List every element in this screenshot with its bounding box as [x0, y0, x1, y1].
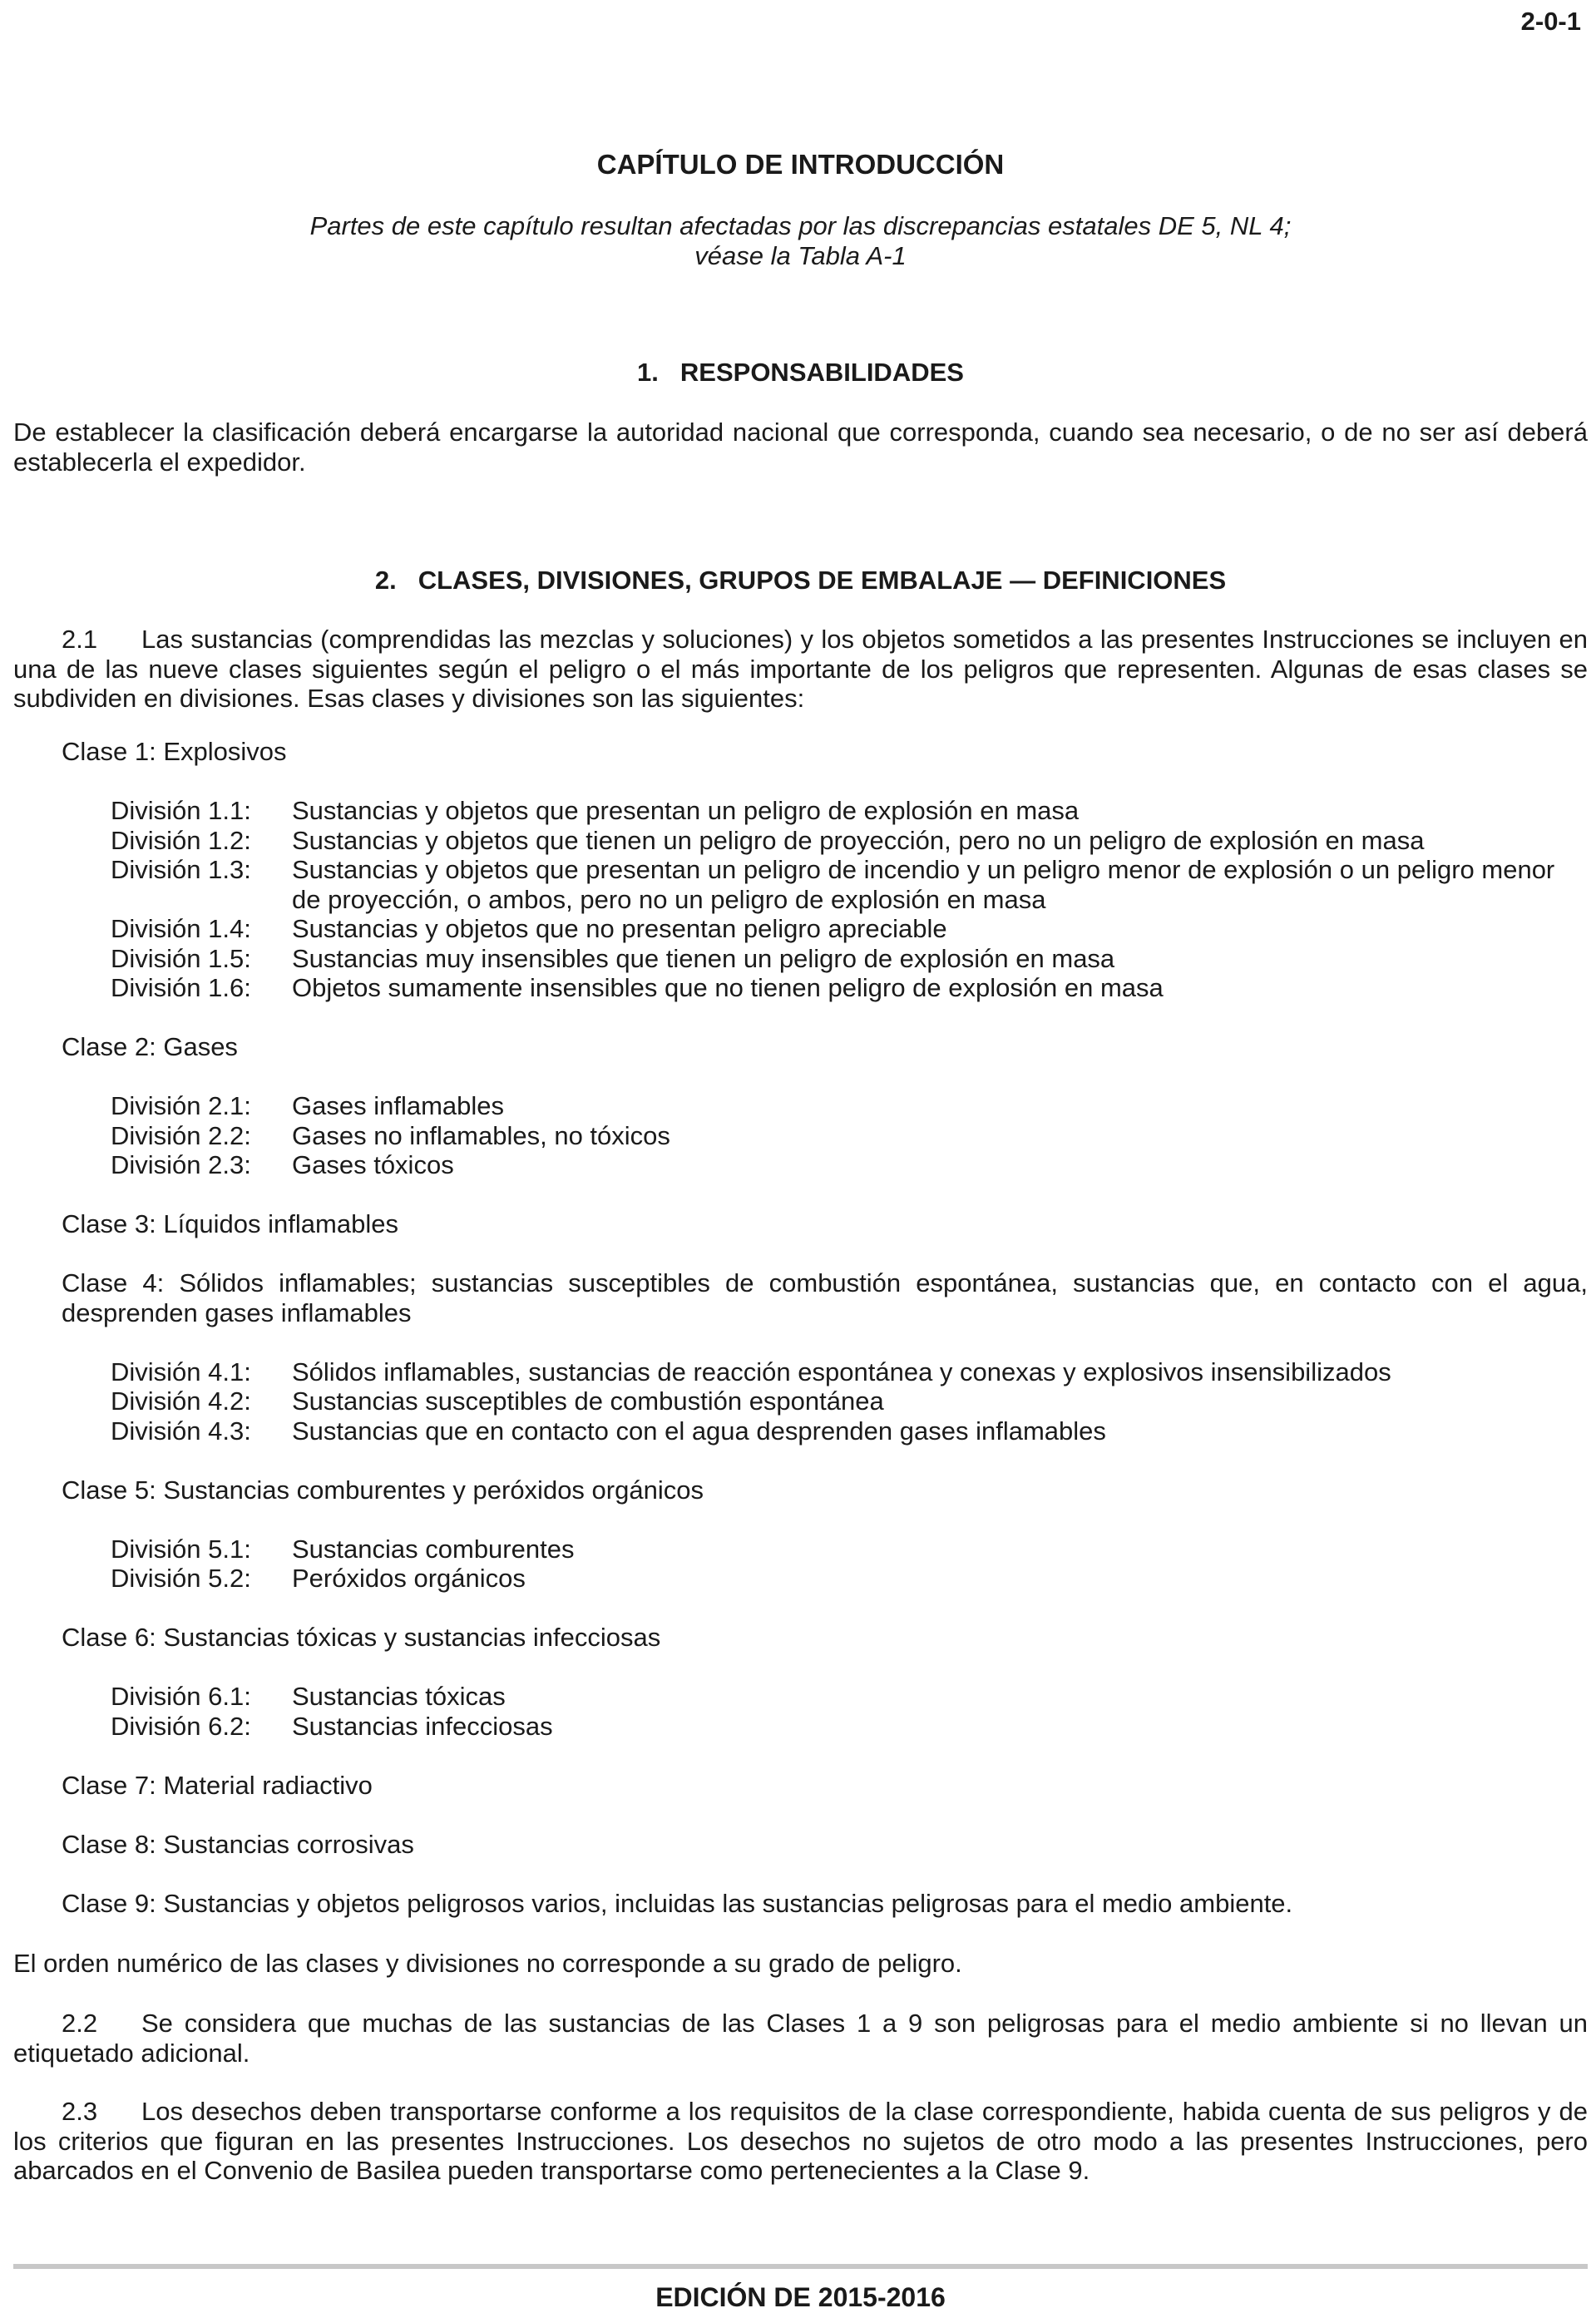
division-description: Sustancias y objetos que presentan un peligro de incendio y un peligro menor de explosión o un peligro menor de proyección, o ambos, pero no un peligro de explosión en masa: [292, 855, 1555, 914]
division-label: División 1.5:: [111, 943, 251, 973]
discrepancy-note: [13, 211, 1588, 270]
section-2-heading: [13, 566, 1588, 596]
paragraph-2-1-number: 2.1: [62, 625, 98, 654]
division-label: División 4.1:: [111, 1357, 251, 1386]
division-description: Sólidos inflamables, sustancias de reacción espontánea y conexas y explosivos insensibilizados: [292, 1357, 1391, 1386]
section-1-body: De establecer la clasificación deberá encargarse la autoridad nacional que corresponda, cuando sea necesario, o de no ser así deberá establecerla el expedidor.: [13, 418, 1588, 477]
division-row: [111, 1535, 1588, 1564]
discrepancy-note-line-1: Partes de este capítulo resultan afectadas por las discrepancias estatales DE 5, NL 4;: [309, 211, 1292, 240]
hazard-class-2-divisions: [13, 1091, 1588, 1180]
division-description: Peróxidos orgánicos: [292, 1564, 526, 1593]
division-label: División 1.2:: [111, 825, 251, 855]
division-label: División 4.3:: [111, 1416, 251, 1446]
division-label: División 2.3:: [111, 1150, 251, 1179]
hazard-class-5: Clase 5: Sustancias comburentes y peróxidos orgánicos: [62, 1475, 704, 1505]
division-description: Gases no inflamables, no tóxicos: [292, 1120, 670, 1150]
division-row: [111, 855, 1588, 914]
paragraph-2-1-text: Las sustancias (comprendidas las mezclas y soluciones) y los objetos sometidos a las presentes Instrucciones se incluyen en una de las nueve clases siguientes según el peligro o el más importante de los peligros que representen. Algunas de esas clases se subdividen en divisiones. Esas clases y divisiones son las siguientes:: [13, 625, 1588, 713]
division-label: División 5.2:: [111, 1564, 251, 1593]
section-1-number: 1.: [637, 358, 659, 387]
hazard-class-7: Clase 7: Material radiactivo: [62, 1770, 373, 1800]
division-label: División 6.1:: [111, 1682, 251, 1711]
division-row: [111, 1357, 1588, 1387]
division-row: [111, 1386, 1588, 1416]
hazard-class-6: Clase 6: Sustancias tóxicas y sustancias infecciosas: [62, 1623, 661, 1652]
division-row: [111, 1091, 1588, 1121]
division-description: Gases inflamables: [292, 1091, 505, 1120]
paragraph-2-3-text: Los desechos deben transportarse conforme a los requisitos de la clase correspondiente, habida cuenta de sus peligros y de los criterios que figuran en las presentes Instrucciones. Los desechos no sujetos de otro modo a las presentes Instrucciones, pero abarcados en el Convenio de Basilea pueden transportarse como pertenecientes a la Clase 9.: [13, 2097, 1588, 2185]
division-description: Sustancias tóxicas: [292, 1682, 506, 1711]
hazard-class-9: Clase 9: Sustancias y objetos peligrosos varios, incluidas las sustancias peligrosas para el medio ambiente.: [62, 1888, 1293, 1918]
document-page: [13, 0, 1588, 2312]
paragraph-2-2-number: 2.2: [62, 2009, 98, 2038]
page-number: 2-0-1: [1520, 7, 1581, 36]
hazard-class-1: Clase 1: Explosivos: [62, 737, 287, 766]
division-row: [111, 944, 1588, 974]
division-label: División 2.1:: [111, 1091, 251, 1120]
paragraph-2-2: [13, 2009, 1588, 2068]
division-description: Sustancias susceptibles de combustión espontánea: [292, 1386, 884, 1416]
division-row: [111, 1712, 1588, 1742]
division-description: Sustancias y objetos que no presentan peligro apreciable: [292, 914, 947, 943]
division-description: Sustancias y objetos que tienen un peligro de proyección, pero no un peligro de explosión en masa: [292, 825, 1425, 855]
division-label: División 5.1:: [111, 1534, 251, 1564]
division-row: [111, 1564, 1588, 1594]
division-description: Sustancias muy insensibles que tienen un peligro de explosión en masa: [292, 943, 1115, 973]
hazard-class-list: [13, 737, 1588, 1948]
division-description: Sustancias comburentes: [292, 1534, 575, 1564]
paragraph-2-1: [13, 625, 1588, 714]
hazard-class-3: Clase 3: Líquidos inflamables: [62, 1209, 398, 1238]
hazard-class-8: Clase 8: Sustancias corrosivas: [62, 1829, 414, 1859]
division-label: División 2.2:: [111, 1120, 251, 1150]
edition-footer: EDICIÓN DE 2015-2016: [655, 2282, 946, 2312]
division-label: División 1.1:: [111, 796, 251, 825]
division-row: [111, 1150, 1588, 1180]
division-description: Sustancias infecciosas: [292, 1711, 553, 1741]
footer-divider: [13, 2264, 1588, 2269]
division-row: [111, 796, 1588, 826]
division-row: [111, 826, 1588, 856]
division-row: [111, 914, 1588, 944]
hazard-class-1-divisions: [13, 796, 1588, 1003]
section-1-heading: [13, 358, 1588, 388]
division-label: División 6.2:: [111, 1711, 251, 1741]
division-description: Sustancias y objetos que presentan un peligro de explosión en masa: [292, 796, 1080, 825]
division-description: Gases tóxicos: [292, 1150, 454, 1179]
division-row: [111, 1682, 1588, 1712]
division-label: División 1.3:: [111, 855, 251, 884]
section-2-title: CLASES, DIVISIONES, GRUPOS DE EMBALAJE — DEFINICIONES: [418, 566, 1227, 595]
order-note: El orden numérico de las clases y divisiones no corresponde a su grado de peligro.: [13, 1949, 962, 1978]
division-row: [111, 973, 1588, 1003]
division-description: Sustancias que en contacto con el agua desprenden gases inflamables: [292, 1416, 1106, 1446]
paragraph-2-3: [13, 2097, 1588, 2186]
section-2-number: 2.: [374, 566, 397, 595]
paragraph-2-3-number: 2.3: [62, 2097, 98, 2126]
division-description: Objetos sumamente insensibles que no tienen peligro de explosión en masa: [292, 973, 1164, 1002]
hazard-class-6-divisions: [13, 1682, 1588, 1741]
division-label: División 4.2:: [111, 1386, 251, 1416]
paragraph-2-2-text: Se considera que muchas de las sustancias de las Clases 1 a 9 son peligrosas para el medio ambiente si no llevan un etiquetado adicional.: [13, 2009, 1588, 2068]
chapter-title: CAPÍTULO DE INTRODUCCIÓN: [596, 149, 1005, 180]
division-label: División 1.6:: [111, 973, 251, 1002]
division-row: [111, 1121, 1588, 1151]
hazard-class-4: Clase 4: Sólidos inflamables; sustancias susceptibles de combustión espontánea, sustancias que, en contacto con el agua, desprenden gases inflamables: [62, 1268, 1588, 1327]
section-1-title: RESPONSABILIDADES: [679, 358, 964, 387]
hazard-class-4-divisions: [13, 1357, 1588, 1446]
hazard-class-5-divisions: [13, 1535, 1588, 1594]
division-label: División 1.4:: [111, 914, 251, 943]
division-row: [111, 1416, 1588, 1446]
hazard-class-2: Clase 2: Gases: [62, 1032, 238, 1061]
discrepancy-note-line-2: véase la Tabla A-1: [694, 240, 907, 270]
